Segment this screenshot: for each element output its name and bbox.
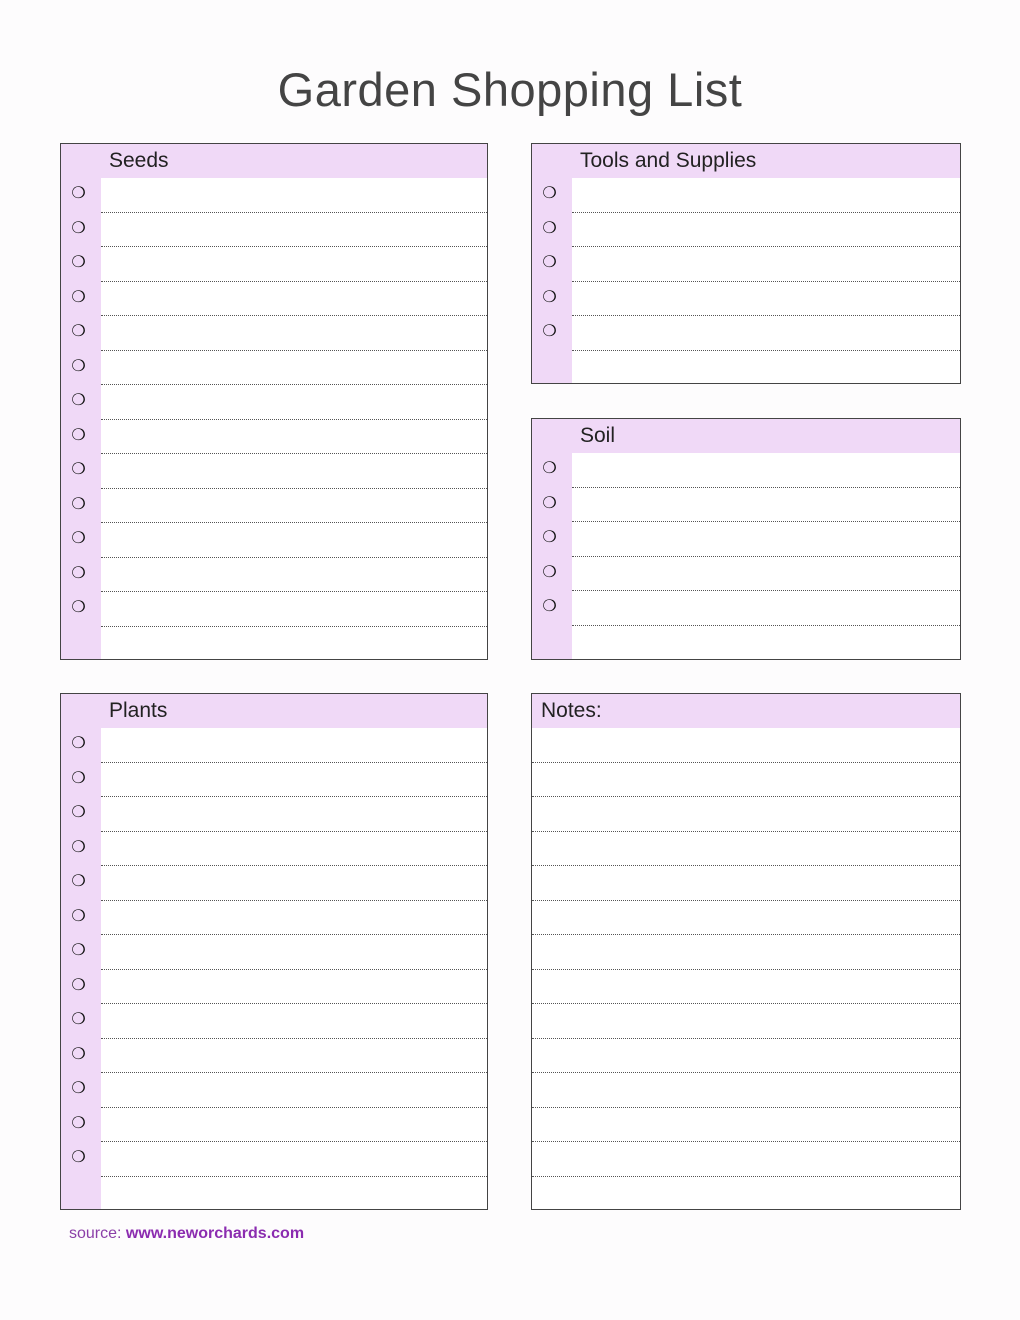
section-title: Notes: xyxy=(541,699,602,722)
soil-section xyxy=(531,418,961,660)
list-item[interactable] xyxy=(61,763,487,798)
list-item[interactable] xyxy=(61,178,487,213)
circle-outline-icon[interactable]: ❍ xyxy=(542,598,557,615)
section-title: Seeds xyxy=(109,149,169,172)
list-item[interactable] xyxy=(532,1039,960,1074)
circle-outline-icon[interactable]: ❍ xyxy=(71,254,86,271)
circle-outline-icon[interactable]: ❍ xyxy=(71,357,86,375)
circle-outline-icon[interactable]: ❍ xyxy=(71,426,86,444)
list-item[interactable] xyxy=(532,1177,960,1211)
list-item[interactable] xyxy=(532,763,960,798)
section-header xyxy=(61,144,487,178)
circle-outline-icon[interactable]: ❍ xyxy=(71,530,86,547)
list-item[interactable] xyxy=(532,832,960,867)
circle-outline-icon[interactable]: ❍ xyxy=(542,323,557,340)
list-item[interactable] xyxy=(61,213,487,248)
list-item[interactable] xyxy=(532,866,960,901)
list-item[interactable] xyxy=(532,1142,960,1177)
list-item[interactable] xyxy=(61,832,487,867)
list-item[interactable] xyxy=(532,797,960,832)
circle-outline-icon[interactable]: ❍ xyxy=(71,735,86,752)
circle-outline-icon[interactable]: ❍ xyxy=(71,838,86,856)
list-item[interactable] xyxy=(532,213,960,248)
circle-outline-icon[interactable]: ❍ xyxy=(71,219,86,237)
list-item[interactable] xyxy=(61,1108,487,1143)
list-item[interactable] xyxy=(61,523,487,558)
list-item[interactable] xyxy=(532,247,960,282)
circle-outline-icon[interactable]: ❍ xyxy=(71,942,86,959)
list-item[interactable] xyxy=(61,420,487,455)
circle-outline-icon[interactable]: ❍ xyxy=(71,392,86,409)
list-item[interactable] xyxy=(61,385,487,420)
section-title: Soil xyxy=(580,424,616,447)
section-header xyxy=(532,144,960,178)
list-item[interactable] xyxy=(532,1004,960,1039)
circle-outline-icon[interactable]: ❍ xyxy=(542,254,557,271)
circle-outline-icon[interactable]: ❍ xyxy=(71,323,86,340)
circle-outline-icon[interactable]: ❍ xyxy=(71,495,86,513)
list-item[interactable] xyxy=(61,970,487,1005)
circle-outline-icon[interactable]: ❍ xyxy=(71,1149,86,1166)
section-header xyxy=(532,694,960,728)
list-item[interactable] xyxy=(61,1177,487,1211)
list-item[interactable] xyxy=(532,935,960,970)
circle-outline-icon[interactable]: ❍ xyxy=(542,529,557,546)
section-rows xyxy=(61,728,487,1210)
seeds-section xyxy=(60,143,488,660)
notes-section xyxy=(531,693,961,1210)
section-rows xyxy=(61,178,487,660)
circle-outline-icon[interactable]: ❍ xyxy=(71,1045,86,1063)
circle-outline-icon[interactable]: ❍ xyxy=(542,563,557,581)
circle-outline-icon[interactable]: ❍ xyxy=(71,185,86,202)
list-item[interactable] xyxy=(61,592,487,627)
section-header xyxy=(532,419,960,453)
circle-outline-icon[interactable]: ❍ xyxy=(71,288,86,306)
list-item[interactable] xyxy=(61,316,487,351)
section-title: Plants xyxy=(109,699,168,722)
list-item[interactable] xyxy=(61,558,487,593)
list-item[interactable] xyxy=(61,489,487,524)
list-item[interactable] xyxy=(61,901,487,936)
circle-outline-icon[interactable]: ❍ xyxy=(71,1011,86,1028)
list-item[interactable] xyxy=(61,627,487,661)
circle-outline-icon[interactable]: ❍ xyxy=(71,976,86,994)
list-item[interactable] xyxy=(61,1039,487,1074)
list-item[interactable] xyxy=(532,178,960,213)
circle-outline-icon[interactable]: ❍ xyxy=(542,185,557,202)
list-item[interactable] xyxy=(61,351,487,386)
circle-outline-icon[interactable]: ❍ xyxy=(71,461,86,478)
list-item[interactable] xyxy=(532,488,960,523)
list-item[interactable] xyxy=(532,901,960,936)
list-item[interactable] xyxy=(61,247,487,282)
circle-outline-icon[interactable]: ❍ xyxy=(542,460,557,477)
circle-outline-icon[interactable]: ❍ xyxy=(71,804,86,821)
circle-outline-icon[interactable]: ❍ xyxy=(71,564,86,582)
list-item[interactable] xyxy=(61,282,487,317)
circle-outline-icon[interactable]: ❍ xyxy=(542,494,557,512)
circle-outline-icon[interactable]: ❍ xyxy=(71,1080,86,1097)
list-item[interactable] xyxy=(532,557,960,592)
circle-outline-icon[interactable]: ❍ xyxy=(71,907,86,925)
list-item[interactable] xyxy=(532,970,960,1005)
section-rows xyxy=(532,453,960,660)
circle-outline-icon[interactable]: ❍ xyxy=(71,873,86,890)
circle-outline-icon[interactable]: ❍ xyxy=(542,288,557,306)
section-title: Tools and Supplies xyxy=(580,149,757,172)
list-item[interactable] xyxy=(532,591,960,626)
list-item[interactable] xyxy=(61,1142,487,1177)
list-item[interactable] xyxy=(61,454,487,489)
plants-section xyxy=(60,693,488,1210)
list-item[interactable] xyxy=(61,797,487,832)
tools-and-supplies-section xyxy=(531,143,961,384)
source-prefix: source: xyxy=(69,1225,126,1242)
list-item[interactable] xyxy=(532,522,960,557)
list-item[interactable] xyxy=(532,351,960,385)
list-item[interactable] xyxy=(532,626,960,661)
list-item[interactable] xyxy=(532,1108,960,1143)
source-link[interactable]: www.neworchards.com xyxy=(125,1225,305,1242)
circle-outline-icon[interactable]: ❍ xyxy=(71,1114,86,1132)
source-footer xyxy=(69,1225,304,1243)
list-item[interactable] xyxy=(532,282,960,317)
list-item[interactable] xyxy=(532,316,960,351)
list-item[interactable] xyxy=(532,453,960,488)
list-item[interactable] xyxy=(61,1004,487,1039)
section-rows xyxy=(532,178,960,384)
list-item[interactable] xyxy=(532,728,960,763)
list-item[interactable] xyxy=(61,935,487,970)
list-item[interactable] xyxy=(61,1073,487,1108)
circle-outline-icon[interactable]: ❍ xyxy=(542,219,557,237)
circle-outline-icon[interactable]: ❍ xyxy=(71,599,86,616)
page-title: Garden Shopping List xyxy=(277,63,743,116)
section-rows xyxy=(532,728,960,1210)
list-item[interactable] xyxy=(61,866,487,901)
circle-outline-icon[interactable]: ❍ xyxy=(71,769,86,787)
list-item[interactable] xyxy=(532,1073,960,1108)
list-item[interactable] xyxy=(61,728,487,763)
section-header xyxy=(61,694,487,728)
